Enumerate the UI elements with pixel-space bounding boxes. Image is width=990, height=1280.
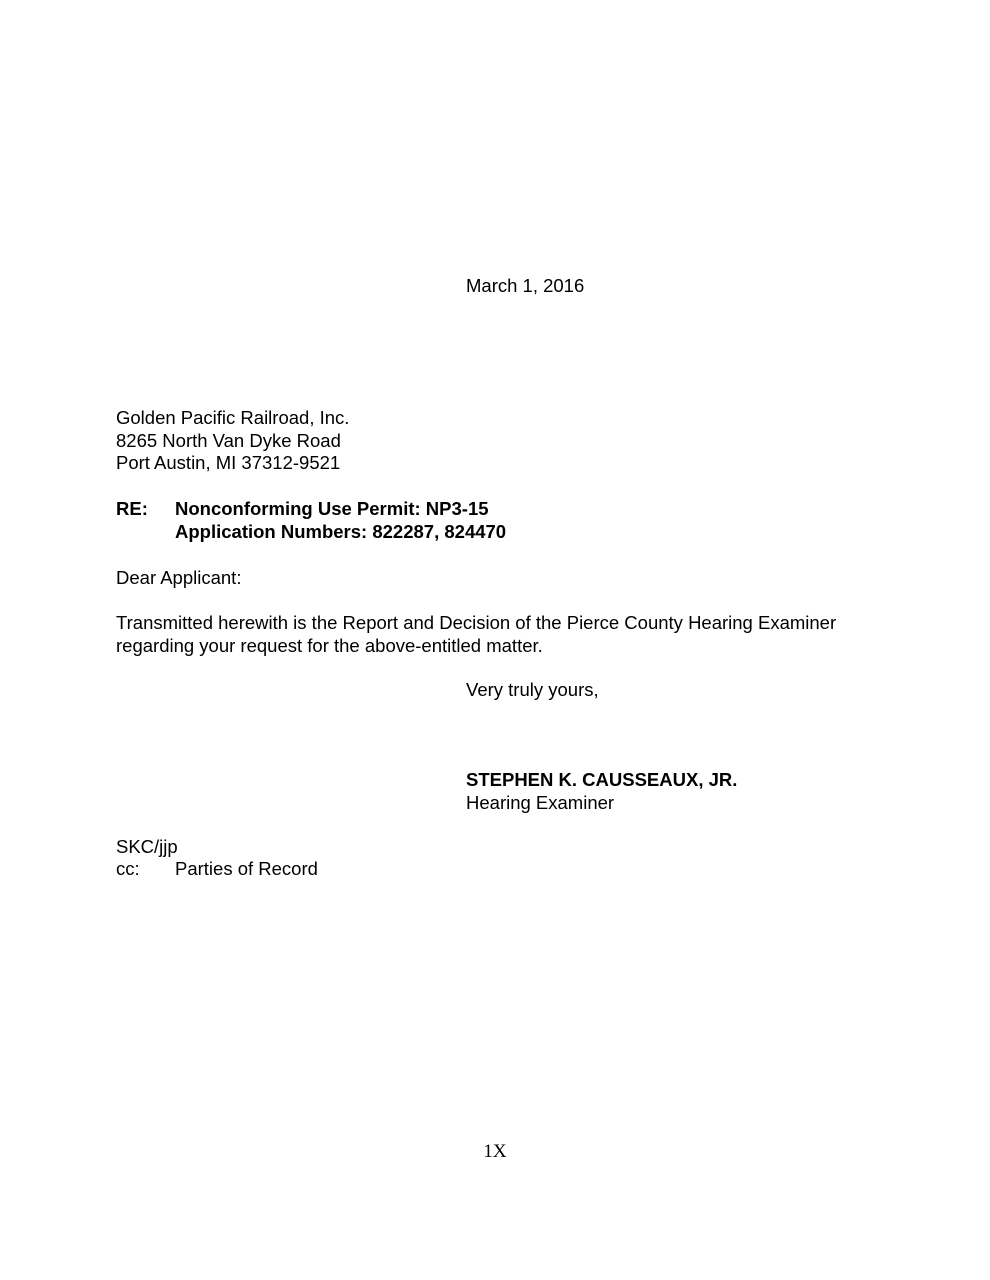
salutation: Dear Applicant: <box>116 567 242 588</box>
cc-recipients: Parties of Record <box>175 858 318 879</box>
recipient-address-line1: 8265 North Van Dyke Road <box>116 429 341 451</box>
re-subject-block <box>175 498 506 543</box>
closing: Very truly yours, <box>466 679 599 700</box>
re-application-line: Application Numbers: 822287, 824470 <box>175 520 507 542</box>
re-label: RE: <box>116 498 148 519</box>
body-line-1: Transmitted herewith is the Report and Decision of the Pierce County Hearing Examiner <box>116 612 837 633</box>
page-number: 1X <box>483 1141 507 1162</box>
recipient-name: Golden Pacific Railroad, Inc. <box>116 407 350 428</box>
signatory-name: STEPHEN K. CAUSSEAUX, JR. <box>466 769 738 790</box>
recipient-block <box>116 407 349 475</box>
body-paragraph <box>116 612 836 657</box>
cc-label: cc: <box>116 858 140 879</box>
letter-date: March 1, 2016 <box>466 275 585 296</box>
signature-block <box>466 769 737 814</box>
signatory-title: Hearing Examiner <box>466 791 615 813</box>
recipient-address-line2: Port Austin, MI 37312-9521 <box>116 452 341 473</box>
re-permit-line: Nonconforming Use Permit: NP3-15 <box>175 498 489 519</box>
typist-initials: SKC/jjp <box>116 836 178 857</box>
body-line-2: regarding your request for the above-entitled matter. <box>116 634 543 656</box>
